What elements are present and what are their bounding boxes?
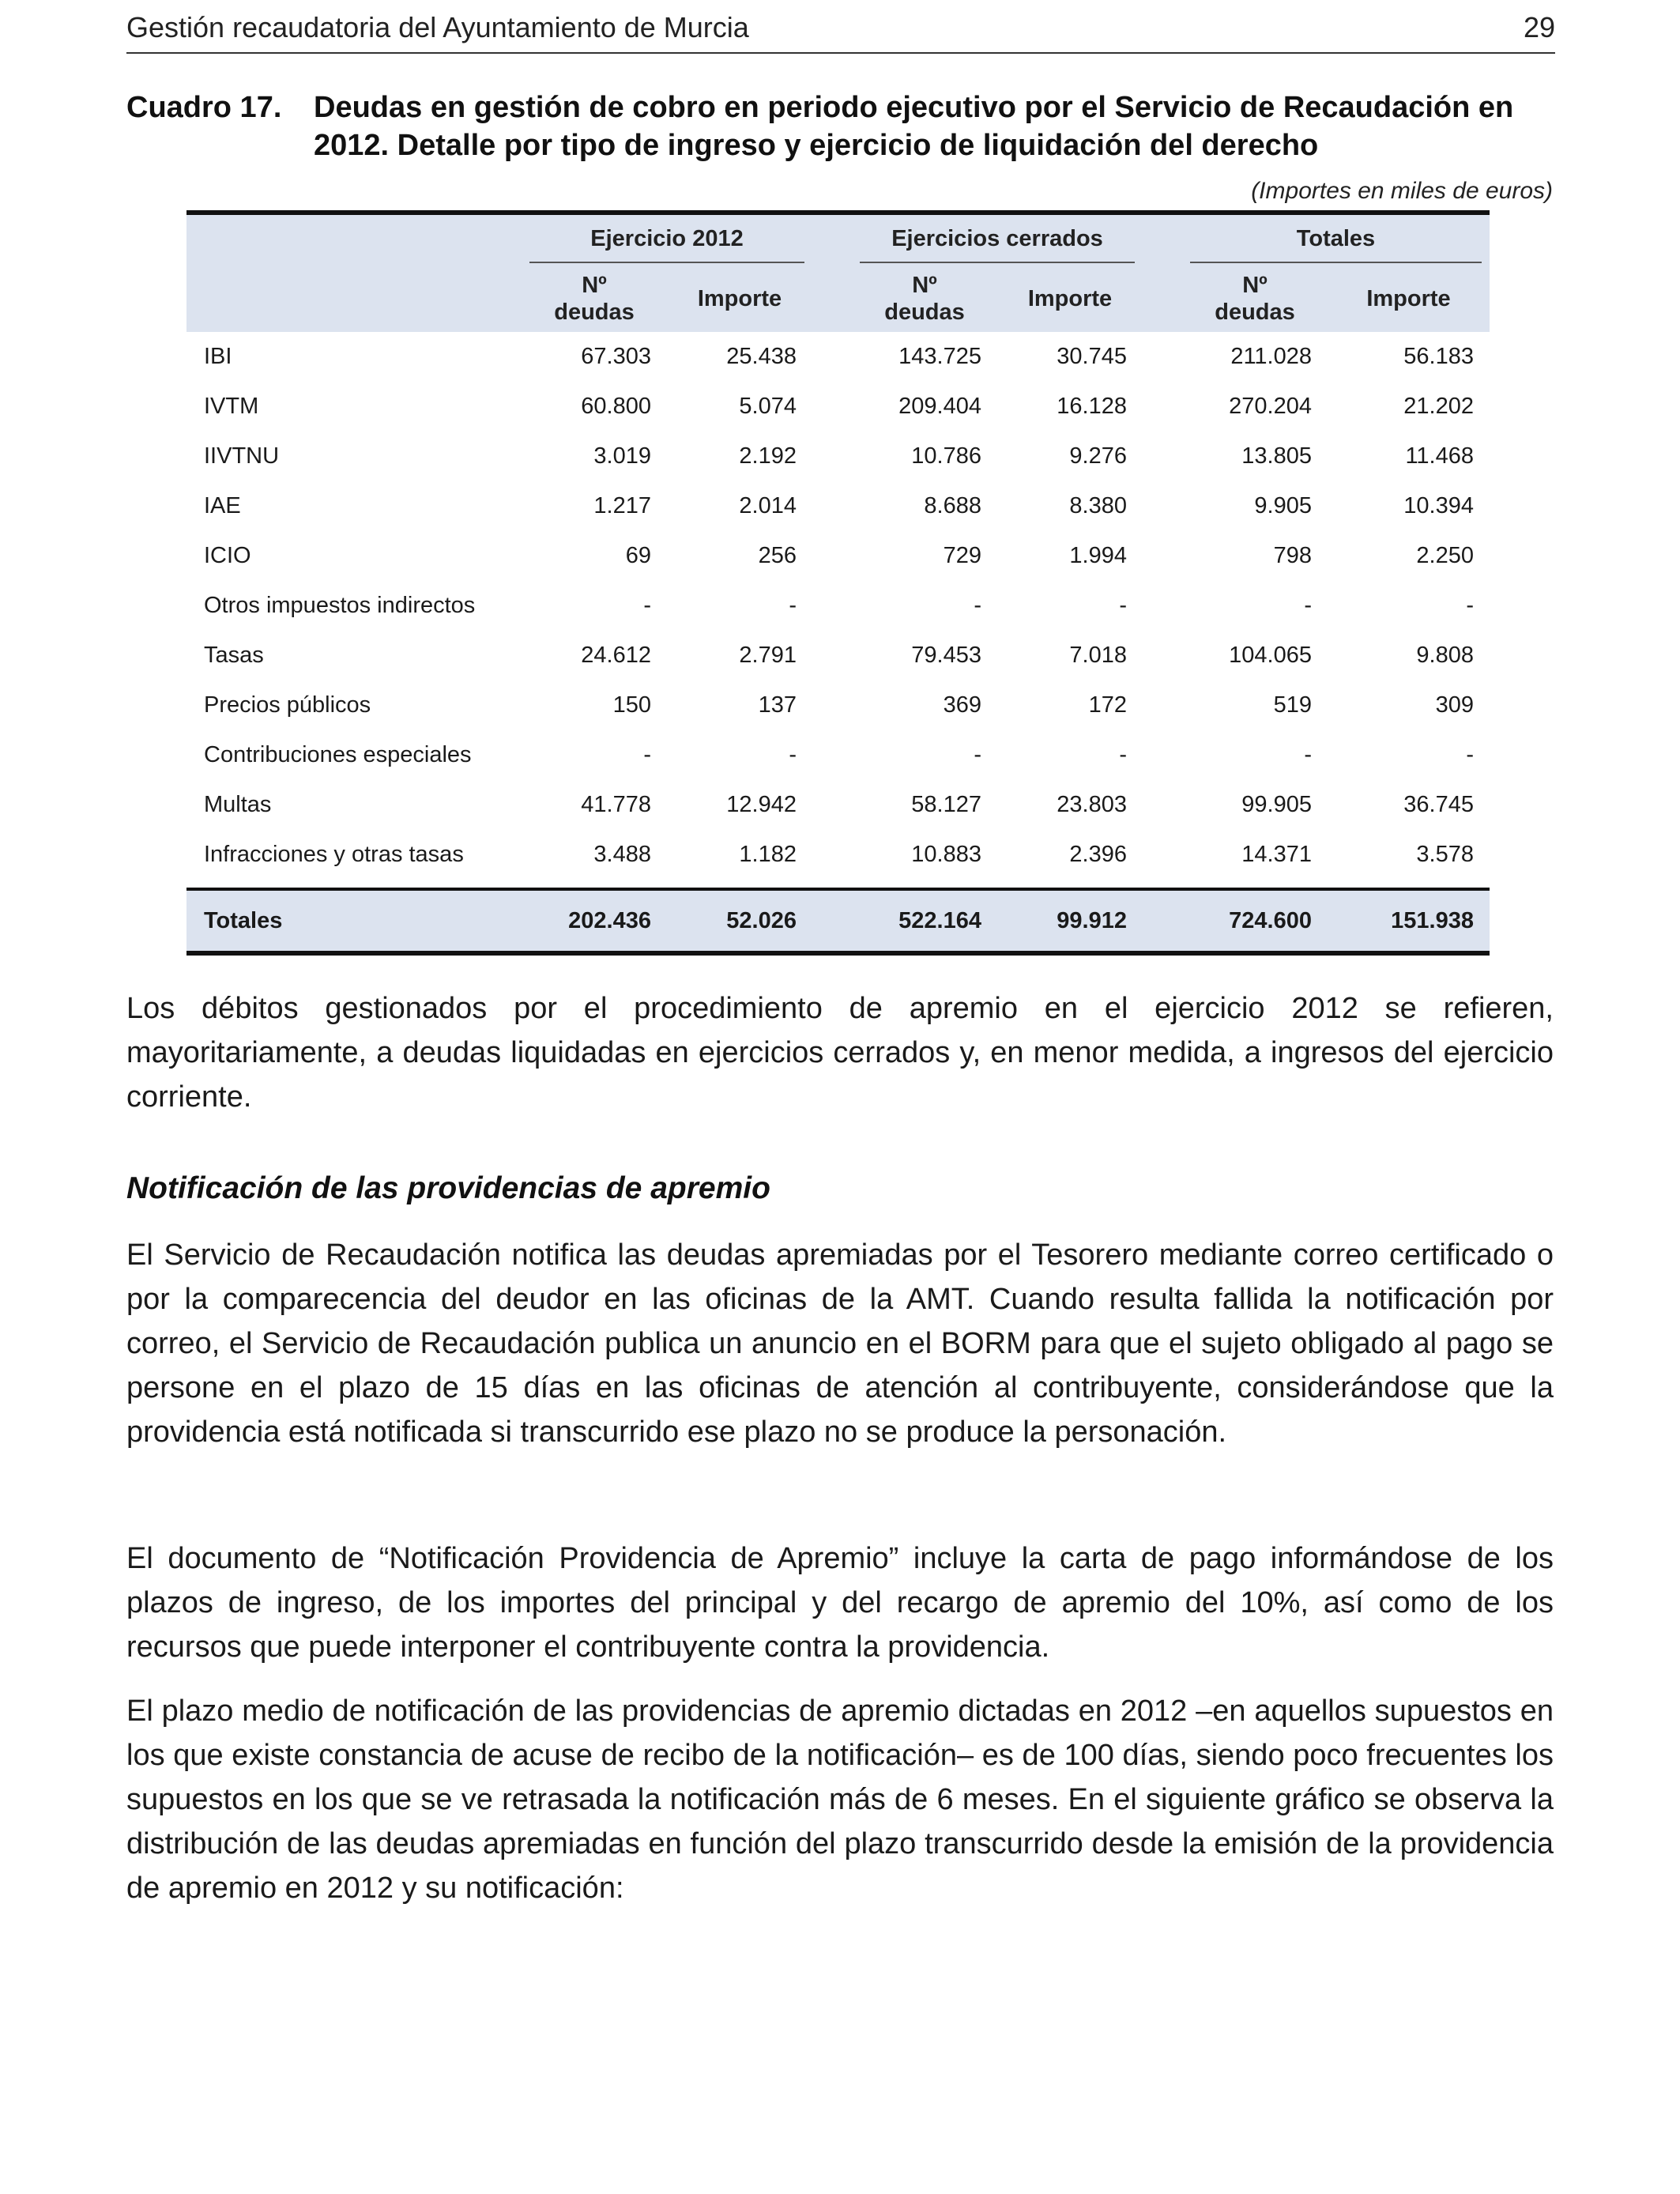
table-cell: 23.803 xyxy=(1057,792,1127,817)
row-label: Infracciones y otras tasas xyxy=(204,842,464,867)
table-cell: 1.217 xyxy=(593,493,651,518)
table-cell: 2.396 xyxy=(1069,842,1127,867)
table-cell: 69 xyxy=(625,543,651,568)
table-row xyxy=(186,780,1490,830)
col-header-count: Nº deudas xyxy=(522,266,667,332)
table-cell: - xyxy=(643,593,651,618)
paragraph-4: El plazo medio de notificación de las providencias de apremio dictadas en 2012 –en aquellos supuestos en los que existe constancia de acuse de recibo de la notificación– es de 100 días, siendo poco frecuentes los supuestos en los que se ve retrasada la notificación más de 6 meses. En el siguiente gráfico se observa la distribución de las deudas apremiadas en función del plazo transcurrido desde la emisión de la providencia de apremio en 2012 y su notificación: xyxy=(126,1695,1554,1905)
table-cell: 10.883 xyxy=(911,842,981,867)
table-cell: - xyxy=(974,742,981,767)
group-header-closed: Ejercicios cerrados xyxy=(852,213,1143,266)
section-title: Notificación de las providencias de apremio xyxy=(126,1171,770,1205)
table-cell: 21.202 xyxy=(1403,394,1474,419)
table-cell: 99.905 xyxy=(1241,792,1312,817)
table-row xyxy=(186,730,1490,780)
table-cell: - xyxy=(789,593,797,618)
table-row xyxy=(186,332,1490,382)
document-title: Gestión recaudatoria del Ayuntamiento de Murcia xyxy=(126,11,749,43)
table-cell: 369 xyxy=(943,692,981,718)
table-cell: 14.371 xyxy=(1241,842,1312,867)
table-cell: 270.204 xyxy=(1229,394,1312,419)
table-cell: 256 xyxy=(758,543,797,568)
table-cell: 99.912 xyxy=(997,889,1143,953)
table-cell: 5.074 xyxy=(739,394,797,419)
table-cell: 11.468 xyxy=(1405,443,1474,469)
paragraph-3: El documento de “Notificación Providencia de Apremio” incluye la carta de pago informándose de los plazos de ingreso, de los importes del principal y del recargo de apremio del 10%, así como de los recursos que puede interponer el contribuyente contra la providencia. xyxy=(126,1542,1554,1664)
row-label: Otros impuestos indirectos xyxy=(204,593,476,618)
table-cell: 25.438 xyxy=(726,344,797,369)
table-cell: 7.018 xyxy=(1069,643,1127,668)
row-label: Precios públicos xyxy=(204,692,371,718)
table-cell: 211.028 xyxy=(1230,344,1312,369)
table-cell: 151.938 xyxy=(1328,889,1490,953)
row-label: ICIO xyxy=(204,543,251,568)
row-label: Contribuciones especiales xyxy=(204,742,472,767)
table-cell: 12.942 xyxy=(726,792,797,817)
table-cell: - xyxy=(974,593,981,618)
table-cell: 10.786 xyxy=(911,443,981,469)
table-cell: 58.127 xyxy=(911,792,981,817)
table-cell: 9.905 xyxy=(1254,493,1312,518)
table-cell: 41.778 xyxy=(581,792,651,817)
table-cell: 202.436 xyxy=(522,889,667,953)
table-cell: - xyxy=(1466,742,1474,767)
table-cell: - xyxy=(1304,742,1312,767)
table-row xyxy=(186,531,1490,581)
table-cell: 13.805 xyxy=(1241,443,1312,469)
table-cell: 1.994 xyxy=(1069,543,1127,568)
units-note: (Importes en miles de euros) xyxy=(1251,178,1553,204)
table-cell: 143.725 xyxy=(898,344,981,369)
group-header-2012: Ejercicio 2012 xyxy=(522,213,812,266)
table-cell: 9.276 xyxy=(1069,443,1127,469)
table-cell: - xyxy=(643,742,651,767)
table-cell: 60.800 xyxy=(581,394,651,419)
table-cell: 3.488 xyxy=(593,842,651,867)
table-cell: 2.791 xyxy=(739,643,797,668)
table-cell: - xyxy=(1119,593,1127,618)
table-cell: 30.745 xyxy=(1057,344,1127,369)
totals-row xyxy=(186,889,1490,953)
col-header-amount: Importe xyxy=(997,266,1143,332)
col-header-amount: Importe xyxy=(1328,266,1490,332)
table-cell: 137 xyxy=(758,692,797,718)
table-cell: 172 xyxy=(1088,692,1127,718)
table-cell: - xyxy=(789,742,797,767)
table-cell: 522.164 xyxy=(852,889,997,953)
table-cell: - xyxy=(1466,593,1474,618)
page-header xyxy=(126,6,1555,54)
table-cell: 10.394 xyxy=(1403,493,1474,518)
table-cell: 8.688 xyxy=(924,493,981,518)
paragraph-1: Los débitos gestionados por el procedimiento de apremio en el ejercicio 2012 se refieren, mayoritariamente, a deudas liquidadas en ejercicios cerrados y, en menor medida, a ingresos del ejercicio corriente. xyxy=(126,992,1554,1114)
group-header-totals: Totales xyxy=(1182,213,1490,266)
table-cell: 8.380 xyxy=(1069,493,1127,518)
table-cell: 724.600 xyxy=(1182,889,1328,953)
caption-text: Deudas en gestión de cobro en periodo ejecutivo por el Servicio de Recaudación en 2012. Detalle por tipo de ingreso y ejercicio de liquidación del derecho xyxy=(314,91,1514,162)
table-cell: 104.065 xyxy=(1229,643,1312,668)
table-row xyxy=(186,680,1490,730)
table-row xyxy=(186,481,1490,531)
table-row xyxy=(186,830,1490,889)
caption-number: Cuadro 17. xyxy=(126,91,282,124)
table-cell: 36.745 xyxy=(1403,792,1474,817)
table-row xyxy=(186,382,1490,432)
table-cell: 9.808 xyxy=(1416,643,1474,668)
row-label: IVTM xyxy=(204,394,259,419)
table-cell: 150 xyxy=(612,692,651,718)
table-row xyxy=(186,631,1490,680)
paragraph-2: El Servicio de Recaudación notifica las deudas apremiadas por el Tesorero mediante correo certificado o por la comparecencia del deudor en las oficinas de la AMT. Cuando resulta fallida la notificación por correo, el Servicio de Recaudación publica un anuncio en el BORM para que el sujeto obligado al pago se persone en el plazo de 15 días en las oficinas de atención al contribuyente, considerándose que la providencia está notificada si transcurrido ese plazo no se produce la personación. xyxy=(126,1238,1554,1449)
totals-label: Totales xyxy=(186,889,522,953)
table-cell: 798 xyxy=(1273,543,1312,568)
header-blank xyxy=(186,213,522,266)
table-cell: 2.250 xyxy=(1416,543,1474,568)
table-cell: 209.404 xyxy=(898,394,981,419)
table-cell: 309 xyxy=(1435,692,1474,718)
debts-table xyxy=(186,210,1490,956)
table-row xyxy=(186,432,1490,481)
row-label: IBI xyxy=(204,344,232,369)
row-label: Tasas xyxy=(204,643,264,668)
table-cell: 1.182 xyxy=(739,842,797,867)
table-cell: 3.019 xyxy=(593,443,651,469)
row-label: IAE xyxy=(204,493,241,518)
col-header-amount: Importe xyxy=(667,266,812,332)
table-cell: 729 xyxy=(943,543,981,568)
table-cell: 79.453 xyxy=(911,643,981,668)
table-cell: 52.026 xyxy=(667,889,812,953)
table-cell: 3.578 xyxy=(1416,842,1474,867)
table-caption xyxy=(126,89,1555,164)
sub-header-row xyxy=(186,266,1490,332)
row-label: Multas xyxy=(204,792,272,817)
table-cell: 56.183 xyxy=(1403,344,1474,369)
table-row xyxy=(186,581,1490,631)
table-cell: - xyxy=(1304,593,1312,618)
row-label: IIVTNU xyxy=(204,443,280,469)
page-number: 29 xyxy=(1523,11,1555,43)
table-cell: 16.128 xyxy=(1057,394,1127,419)
col-header-count: Nº deudas xyxy=(1182,266,1328,332)
table-cell: 2.192 xyxy=(739,443,797,469)
table-cell: 2.014 xyxy=(739,493,797,518)
table-cell: 67.303 xyxy=(581,344,651,369)
table-cell: 519 xyxy=(1273,692,1312,718)
table-cell: 24.612 xyxy=(581,643,651,668)
table-cell: - xyxy=(1119,742,1127,767)
col-header-count: Nº deudas xyxy=(852,266,997,332)
